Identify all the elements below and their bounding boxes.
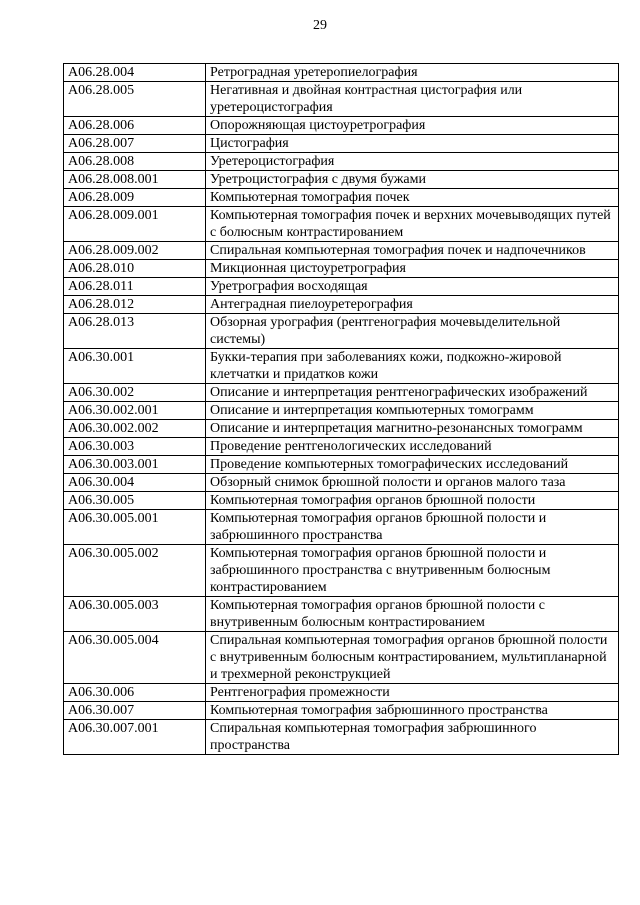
procedure-description: Обзорная урография (рентгенография мочевыделительной системы) [206,314,619,349]
procedure-description: Антеградная пиелоуретерография [206,296,619,314]
procedure-description: Уретрография восходящая [206,278,619,296]
procedure-code: A06.30.005 [64,492,206,510]
procedure-code: A06.28.004 [64,64,206,82]
table-row [64,189,619,207]
procedure-description: Компьютерная томография органов брюшной полости и забрюшинного пространства с внутривенным болюсным контрастированием [206,545,619,597]
table-row [64,242,619,260]
procedure-description: Описание и интерпретация магнитно-резонансных томограмм [206,420,619,438]
table-row [64,632,619,684]
table-row [64,296,619,314]
procedure-code: A06.28.008 [64,153,206,171]
procedure-description: Спиральная компьютерная томография почек и надпочечников [206,242,619,260]
table-row [64,720,619,755]
procedure-code: A06.30.005.002 [64,545,206,597]
procedure-code: A06.28.007 [64,135,206,153]
procedure-description: Компьютерная томография забрюшинного пространства [206,702,619,720]
table-row [64,349,619,384]
table-row [64,314,619,349]
procedure-code: A06.30.005.004 [64,632,206,684]
table-row [64,684,619,702]
table-row [64,456,619,474]
table-row [64,260,619,278]
procedure-description: Ретроградная уретеропиелография [206,64,619,82]
procedure-description: Опорожняющая цистоуретрография [206,117,619,135]
table-row [64,82,619,117]
procedure-description: Компьютерная томография органов брюшной полости с внутривенным болюсным контрастированием [206,597,619,632]
procedure-description: Описание и интерпретация рентгенографических изображений [206,384,619,402]
procedure-description: Уретроцистография с двумя бужами [206,171,619,189]
table-row [64,492,619,510]
procedure-description: Букки-терапия при заболеваниях кожи, подкожно-жировой клетчатки и придатков кожи [206,349,619,384]
procedure-description: Обзорный снимок брюшной полости и органов малого таза [206,474,619,492]
procedure-description: Описание и интерпретация компьютерных томограмм [206,402,619,420]
table-row [64,420,619,438]
table-row [64,545,619,597]
procedure-code: A06.30.002.002 [64,420,206,438]
procedure-description: Компьютерная томография органов брюшной полости и забрюшинного пространства [206,510,619,545]
table-row [64,438,619,456]
procedure-code: A06.30.005.001 [64,510,206,545]
table-row [64,702,619,720]
procedure-description: Спиральная компьютерная томография органов брюшной полости с внутривенным болюсным контрастированием, мультипланарной и трехмерной реконструкцией [206,632,619,684]
procedure-description: Компьютерная томография почек [206,189,619,207]
procedure-description: Негативная и двойная контрастная цистография или уретероцистография [206,82,619,117]
table-row [64,384,619,402]
procedure-description: Проведение компьютерных томографических исследований [206,456,619,474]
procedure-code: A06.30.002.001 [64,402,206,420]
procedure-code: A06.28.008.001 [64,171,206,189]
procedure-code: A06.28.006 [64,117,206,135]
procedure-code: A06.30.005.003 [64,597,206,632]
page-number: 29 [313,18,327,33]
procedure-code: A06.28.009.002 [64,242,206,260]
procedure-code: A06.28.009 [64,189,206,207]
procedure-codes-table [63,63,619,755]
procedure-code: A06.28.013 [64,314,206,349]
procedure-code: A06.30.003 [64,438,206,456]
procedure-code: A06.30.001 [64,349,206,384]
table-row [64,402,619,420]
procedure-code: A06.30.006 [64,684,206,702]
procedure-description: Проведение рентгенологических исследований [206,438,619,456]
table-row [64,117,619,135]
procedure-code: A06.30.007 [64,702,206,720]
procedure-code: A06.28.010 [64,260,206,278]
table-row [64,207,619,242]
procedure-code: A06.30.003.001 [64,456,206,474]
table-row [64,64,619,82]
procedure-description: Цистография [206,135,619,153]
procedure-code: A06.30.007.001 [64,720,206,755]
table-row [64,474,619,492]
procedure-description: Микционная цистоуретрография [206,260,619,278]
procedure-description: Уретероцистография [206,153,619,171]
procedure-code: A06.28.005 [64,82,206,117]
table-row [64,153,619,171]
table-row [64,510,619,545]
procedure-code: A06.30.002 [64,384,206,402]
procedure-description: Компьютерная томография органов брюшной полости [206,492,619,510]
table-row [64,135,619,153]
procedure-code: A06.30.004 [64,474,206,492]
procedure-code: A06.28.009.001 [64,207,206,242]
procedure-description: Спиральная компьютерная томография забрюшинного пространства [206,720,619,755]
procedure-code: A06.28.012 [64,296,206,314]
procedure-code: A06.28.011 [64,278,206,296]
table-row [64,278,619,296]
table-row [64,597,619,632]
procedure-description: Компьютерная томография почек и верхних мочевыводящих путей с болюсным контрастированием [206,207,619,242]
table-body [64,64,619,755]
procedure-description: Рентгенография промежности [206,684,619,702]
table-row [64,171,619,189]
